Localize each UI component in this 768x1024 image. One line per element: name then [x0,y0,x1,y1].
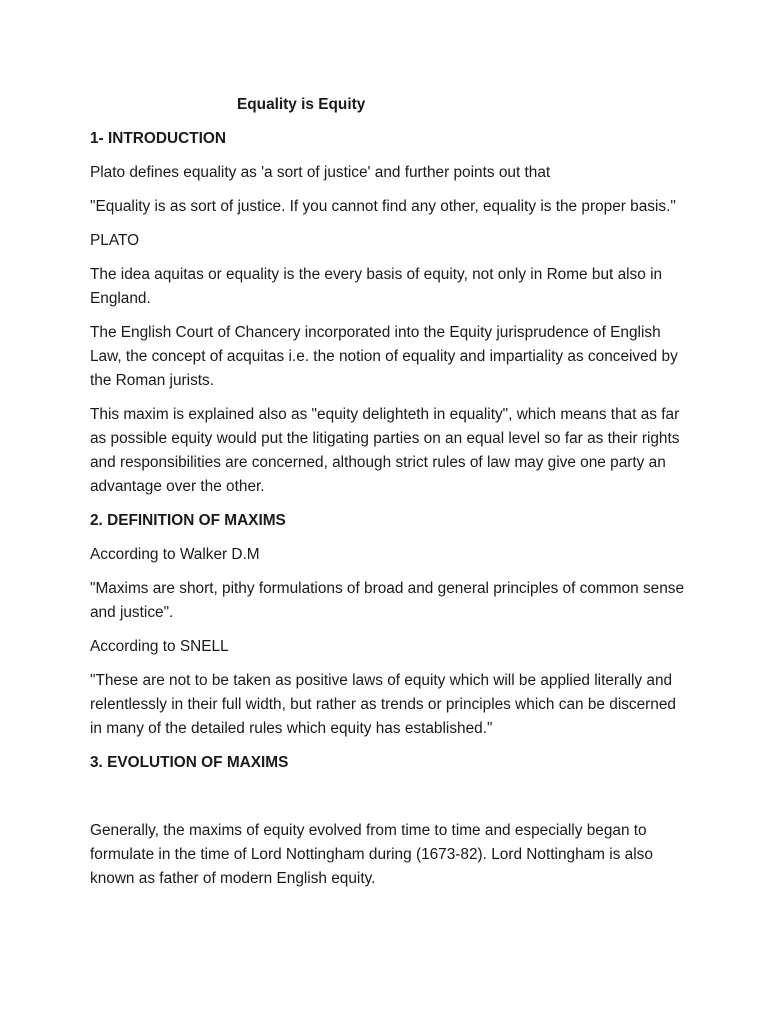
paragraph: The English Court of Chancery incorporated into the Equity jurisprudence of English Law, the concept of acquitas i.e. the notion of equality and impartiality as conceived by the Roman jurists. [90,324,678,389]
document-title: Equality is Equity [237,96,366,113]
section-definition-of-maxims [90,509,688,741]
section-heading: 2. DEFINITION OF MAXIMS [90,512,286,529]
quote-paragraph: "These are not to be taken as positive laws of equity which will be applied literally and relentlessly in their full width, but rather as trends or principles which can be discerned in many of the detailed rules which equity has established." [90,672,676,737]
section-heading: 3. EVOLUTION OF MAXIMS [90,754,289,771]
paragraph: This maxim is explained also as "equity delighteth in equality", which means that as far as possible equity would put the litigating parties on an equal level so far as their rights and responsibilities are concerned, although strict rules of law may give one party an advantage over the other. [90,406,680,495]
paragraph: Generally, the maxims of equity evolved from time to time and especially began to formulate in the time of Lord Nottingham during (1673-82). Lord Nottingham is also known as father of modern English equity. [90,822,653,887]
attribution: PLATO [90,232,140,249]
quote-paragraph: "Maxims are short, pithy formulations of broad and general principles of common sense and justice". [90,580,685,621]
paragraph: According to SNELL [90,638,229,655]
document-body [90,93,688,901]
paragraph: The idea aquitas or equality is the every basis of equity, not only in Rome but also in England. [90,266,663,307]
paragraph: According to Walker D.M [90,546,260,563]
paragraph: Plato defines equality as 'a sort of justice' and further points out that [90,164,551,181]
quote-paragraph: "Equality is as sort of justice. If you cannot find any other, equality is the proper basis." [90,198,676,215]
section-introduction [90,127,688,499]
section-heading: 1- INTRODUCTION [90,130,226,147]
section-evolution-of-maxims [90,751,688,891]
